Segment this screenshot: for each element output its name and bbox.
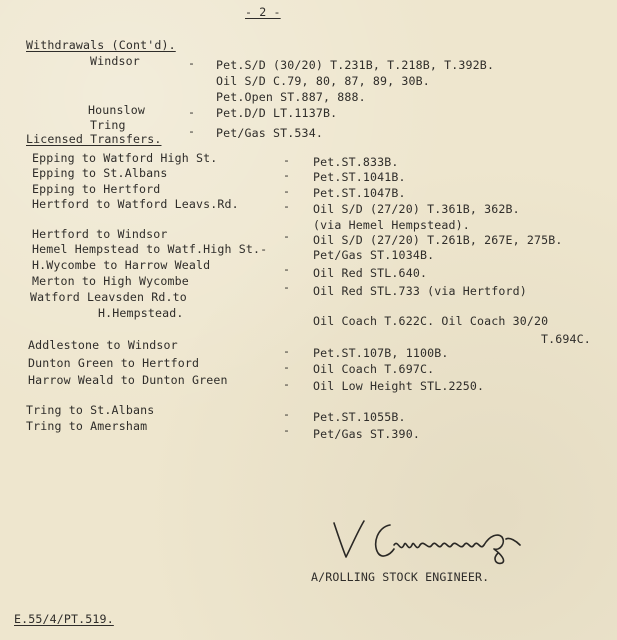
withdrawal-dash-tring: -	[188, 124, 196, 138]
withdrawal-place-windsor: Windsor	[90, 54, 140, 68]
withdrawals-heading: Withdrawals (Cont'd).	[26, 38, 176, 52]
transfer-route: Epping to Hertford	[32, 182, 161, 196]
transfer-dash: -	[283, 168, 291, 182]
transfer-route: Watford Leavsden Rd.to	[30, 290, 187, 304]
transfer-route: H.Wycombe to Harrow Weald	[32, 258, 211, 272]
withdrawal-dash-windsor: -	[188, 56, 196, 70]
handwritten-signature	[330, 515, 530, 565]
transfer-detail: Oil Low Height STL.2250.	[313, 379, 485, 393]
withdrawal-dash-hounslow: -	[188, 105, 196, 119]
transfer-route: Harrow Weald to Dunton Green	[28, 373, 228, 387]
transfer-dash: -	[283, 280, 291, 294]
transfer-dash: -	[283, 407, 291, 421]
transfer-detail-continued: T.694C.	[541, 332, 591, 346]
transfer-route: Addlestone to Windsor	[28, 338, 178, 352]
transfer-route: Hertford to Watford Leavs.Rd.	[32, 197, 239, 211]
transfer-note: (via Hemel Hempstead).	[313, 218, 470, 232]
transfer-route: Hertford to Windsor	[32, 227, 168, 241]
withdrawal-place-tring: Tring	[90, 118, 126, 132]
withdrawal-windsor-line-2: Oil S/D C.79, 80, 87, 89, 30B.	[216, 74, 430, 88]
document-reference: E.55/4/PT.519.	[14, 612, 114, 626]
transfer-route: Tring to St.Albans	[26, 403, 155, 417]
transfer-detail: Oil S/D (27/20) T.361B, 362B.	[313, 202, 520, 216]
withdrawal-tring-line: Pet/Gas ST.534.	[216, 126, 323, 140]
transfer-dash: -	[283, 184, 291, 198]
transfer-dash: -	[283, 423, 291, 437]
withdrawal-place-hounslow: Hounslow	[88, 103, 146, 117]
transfer-dash: -	[283, 377, 291, 391]
transfer-detail: Oil Red STL.640.	[313, 266, 428, 280]
transfer-route-continued: H.Hempstead.	[98, 306, 184, 320]
transfer-dash: -	[283, 153, 291, 167]
transfer-detail: Oil Coach T.622C. Oil Coach 30/20	[313, 314, 549, 328]
withdrawal-hounslow-line: Pet.D/D LT.1137B.	[216, 106, 338, 120]
transfer-dash: -	[283, 229, 291, 243]
transfer-detail: Pet.ST.1047B.	[313, 186, 406, 200]
transfer-detail: Oil Coach T.697C.	[313, 362, 435, 376]
page-number: - 2 -	[245, 5, 281, 19]
engineer-title: A/ROLLING STOCK ENGINEER.	[311, 570, 490, 584]
withdrawal-windsor-line-1: Pet.S/D (30/20) T.231B, T.218B, T.392B.	[216, 58, 495, 72]
transfer-detail: Oil Red STL.733 (via Hertford)	[313, 284, 527, 298]
transfer-detail: Pet.ST.107B, 1100B.	[313, 346, 449, 360]
transfer-dash: -	[283, 344, 291, 358]
transfer-dash: -	[283, 360, 291, 374]
transfer-route: Tring to Amersham	[26, 419, 148, 433]
transfer-route: Epping to St.Albans	[32, 166, 168, 180]
transfer-detail: Oil S/D (27/20) T.261B, 267E, 275B.	[313, 233, 563, 247]
transfer-route: Dunton Green to Hertford	[28, 356, 200, 370]
transfer-dash: -	[283, 199, 291, 213]
transfer-detail: Pet/Gas ST.390.	[313, 427, 420, 441]
transfer-route: Epping to Watford High St.	[32, 151, 218, 165]
transfer-detail: Pet.ST.833B.	[313, 155, 399, 169]
withdrawal-windsor-line-3: Pet.Open ST.887, 888.	[216, 90, 366, 104]
transfer-route: Hemel Hempstead to Watf.High St.-	[32, 242, 268, 256]
transfer-detail: Pet/Gas ST.1034B.	[313, 248, 435, 262]
transfer-dash: -	[283, 262, 291, 276]
transfer-detail: Pet.ST.1055B.	[313, 410, 406, 424]
transfer-route: Merton to High Wycombe	[32, 274, 189, 288]
licensed-transfers-heading: Licensed Transfers.	[26, 132, 162, 146]
transfer-detail: Pet.ST.1041B.	[313, 170, 406, 184]
